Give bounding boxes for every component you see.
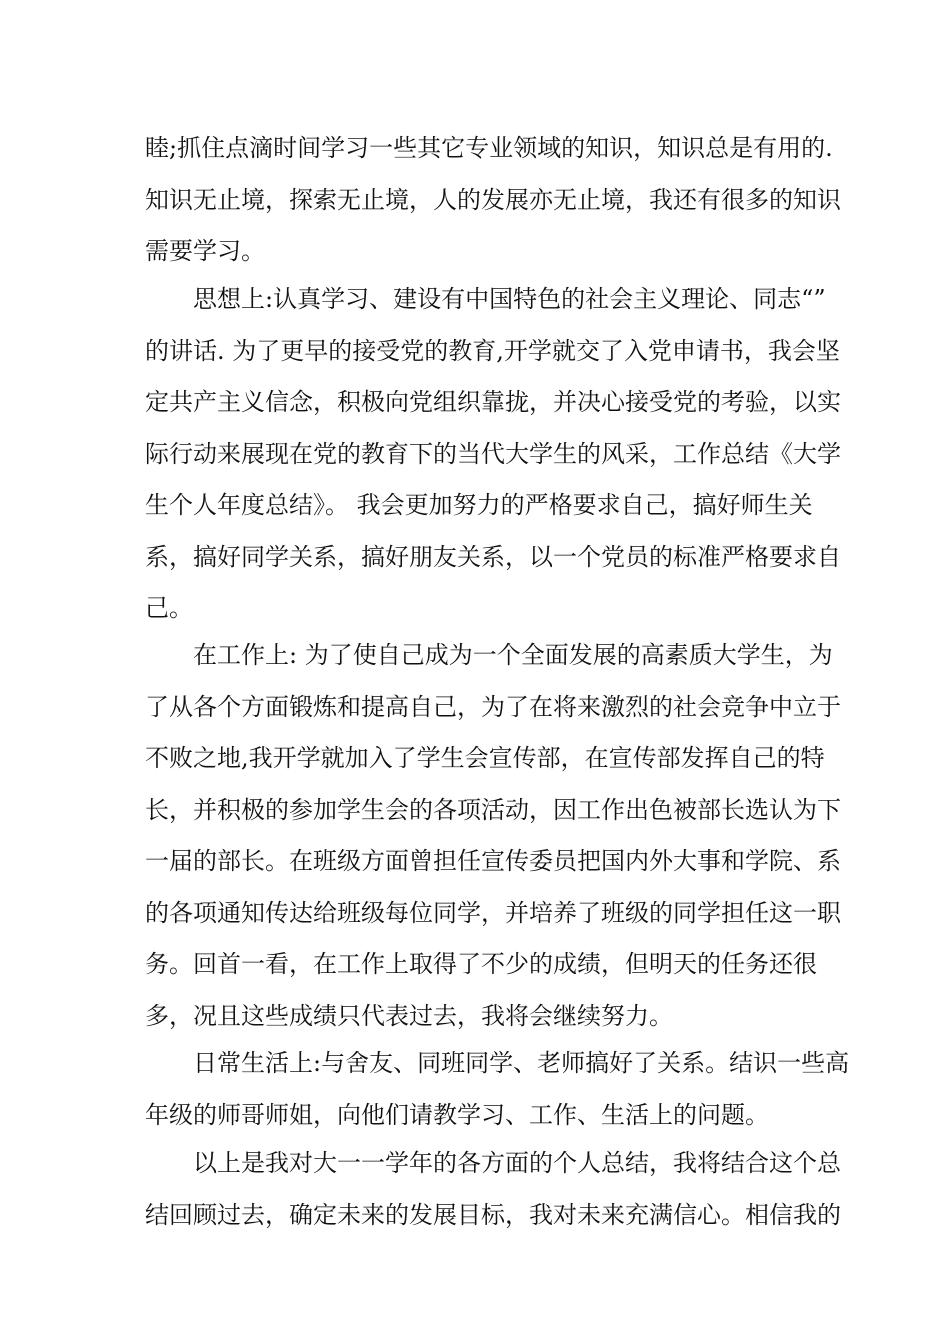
text-line: 睦;抓住点滴时间学习一些其它专业领域的知识，知识总是有用的. xyxy=(145,134,833,162)
text-line: 思想上:认真学习、建设有中国特色的社会主义理论、同志“” xyxy=(193,285,826,313)
text-line: 在工作上: 为了使自己成为一个全面发展的高素质大学生，为 xyxy=(193,641,833,669)
text-line: 知识无止境，探索无止境，人的发展亦无止境，我还有很多的知识 xyxy=(145,185,841,214)
text-line: 的讲话. 为了更早的接受党的教育,开学就交了入党申请书，我会坚 xyxy=(145,336,840,365)
text-line: 生个人年度总结》。 我会更加努力的严格要求自己，搞好师生关 xyxy=(145,491,813,519)
text-line: 一届的部长。在班级方面曾担任宣传委员把国内外大事和学院、系 xyxy=(145,847,841,875)
text-line: 的各项通知传达给班级每位同学，并培养了班级的同学担任这一职 xyxy=(145,898,841,927)
text-line: 己。 xyxy=(145,594,193,622)
text-line: 不败之地,我开学就加入了学生会宣传部，在宣传部发挥自己的特 xyxy=(145,744,825,772)
text-line: 需要学习。 xyxy=(145,237,265,265)
paragraph-work xyxy=(145,630,841,1042)
paragraph-daily-life xyxy=(145,1038,850,1141)
text-line: 年级的师哥师姐，向他们请教学习、工作、生活上的问题。 xyxy=(145,1100,769,1129)
text-line: 长，并积极的参加学生会的各项活动，因工作出色被部长选认为下 xyxy=(145,795,841,824)
text-line: 际行动来展现在党的教育下的当代大学生的风采，工作总结《大学 xyxy=(145,439,841,468)
text-line: 务。回首一看，在工作上取得了不少的成绩，但明天的任务还很 xyxy=(145,950,817,978)
text-line: 了从各个方面锻炼和提高自己，为了在将来激烈的社会竞争中立于 xyxy=(145,692,841,721)
text-line: 日常生活上:与舍友、同班同学、老师搞好了关系。结识一些高 xyxy=(193,1049,850,1077)
text-line: 以上是我对大一一学年的各方面的个人总结，我将结合这个总 xyxy=(193,1149,841,1177)
paragraph-study-continuation xyxy=(145,123,841,278)
text-line: 结回顾过去，确定未来的发展目标，我对未来充满信心。相信我的 xyxy=(145,1200,841,1229)
text-line: 定共产主义信念，积极向党组织靠拢，并决心接受党的考验，以实 xyxy=(145,388,841,416)
paragraph-conclusion xyxy=(145,1138,841,1241)
paragraph-ideology xyxy=(145,274,841,635)
text-line: 多，况且这些成绩只代表过去，我将会继续努力。 xyxy=(145,1001,673,1030)
text-line: 系，搞好同学关系，搞好朋友关系，以一个党员的标准严格要求自 xyxy=(145,542,841,571)
